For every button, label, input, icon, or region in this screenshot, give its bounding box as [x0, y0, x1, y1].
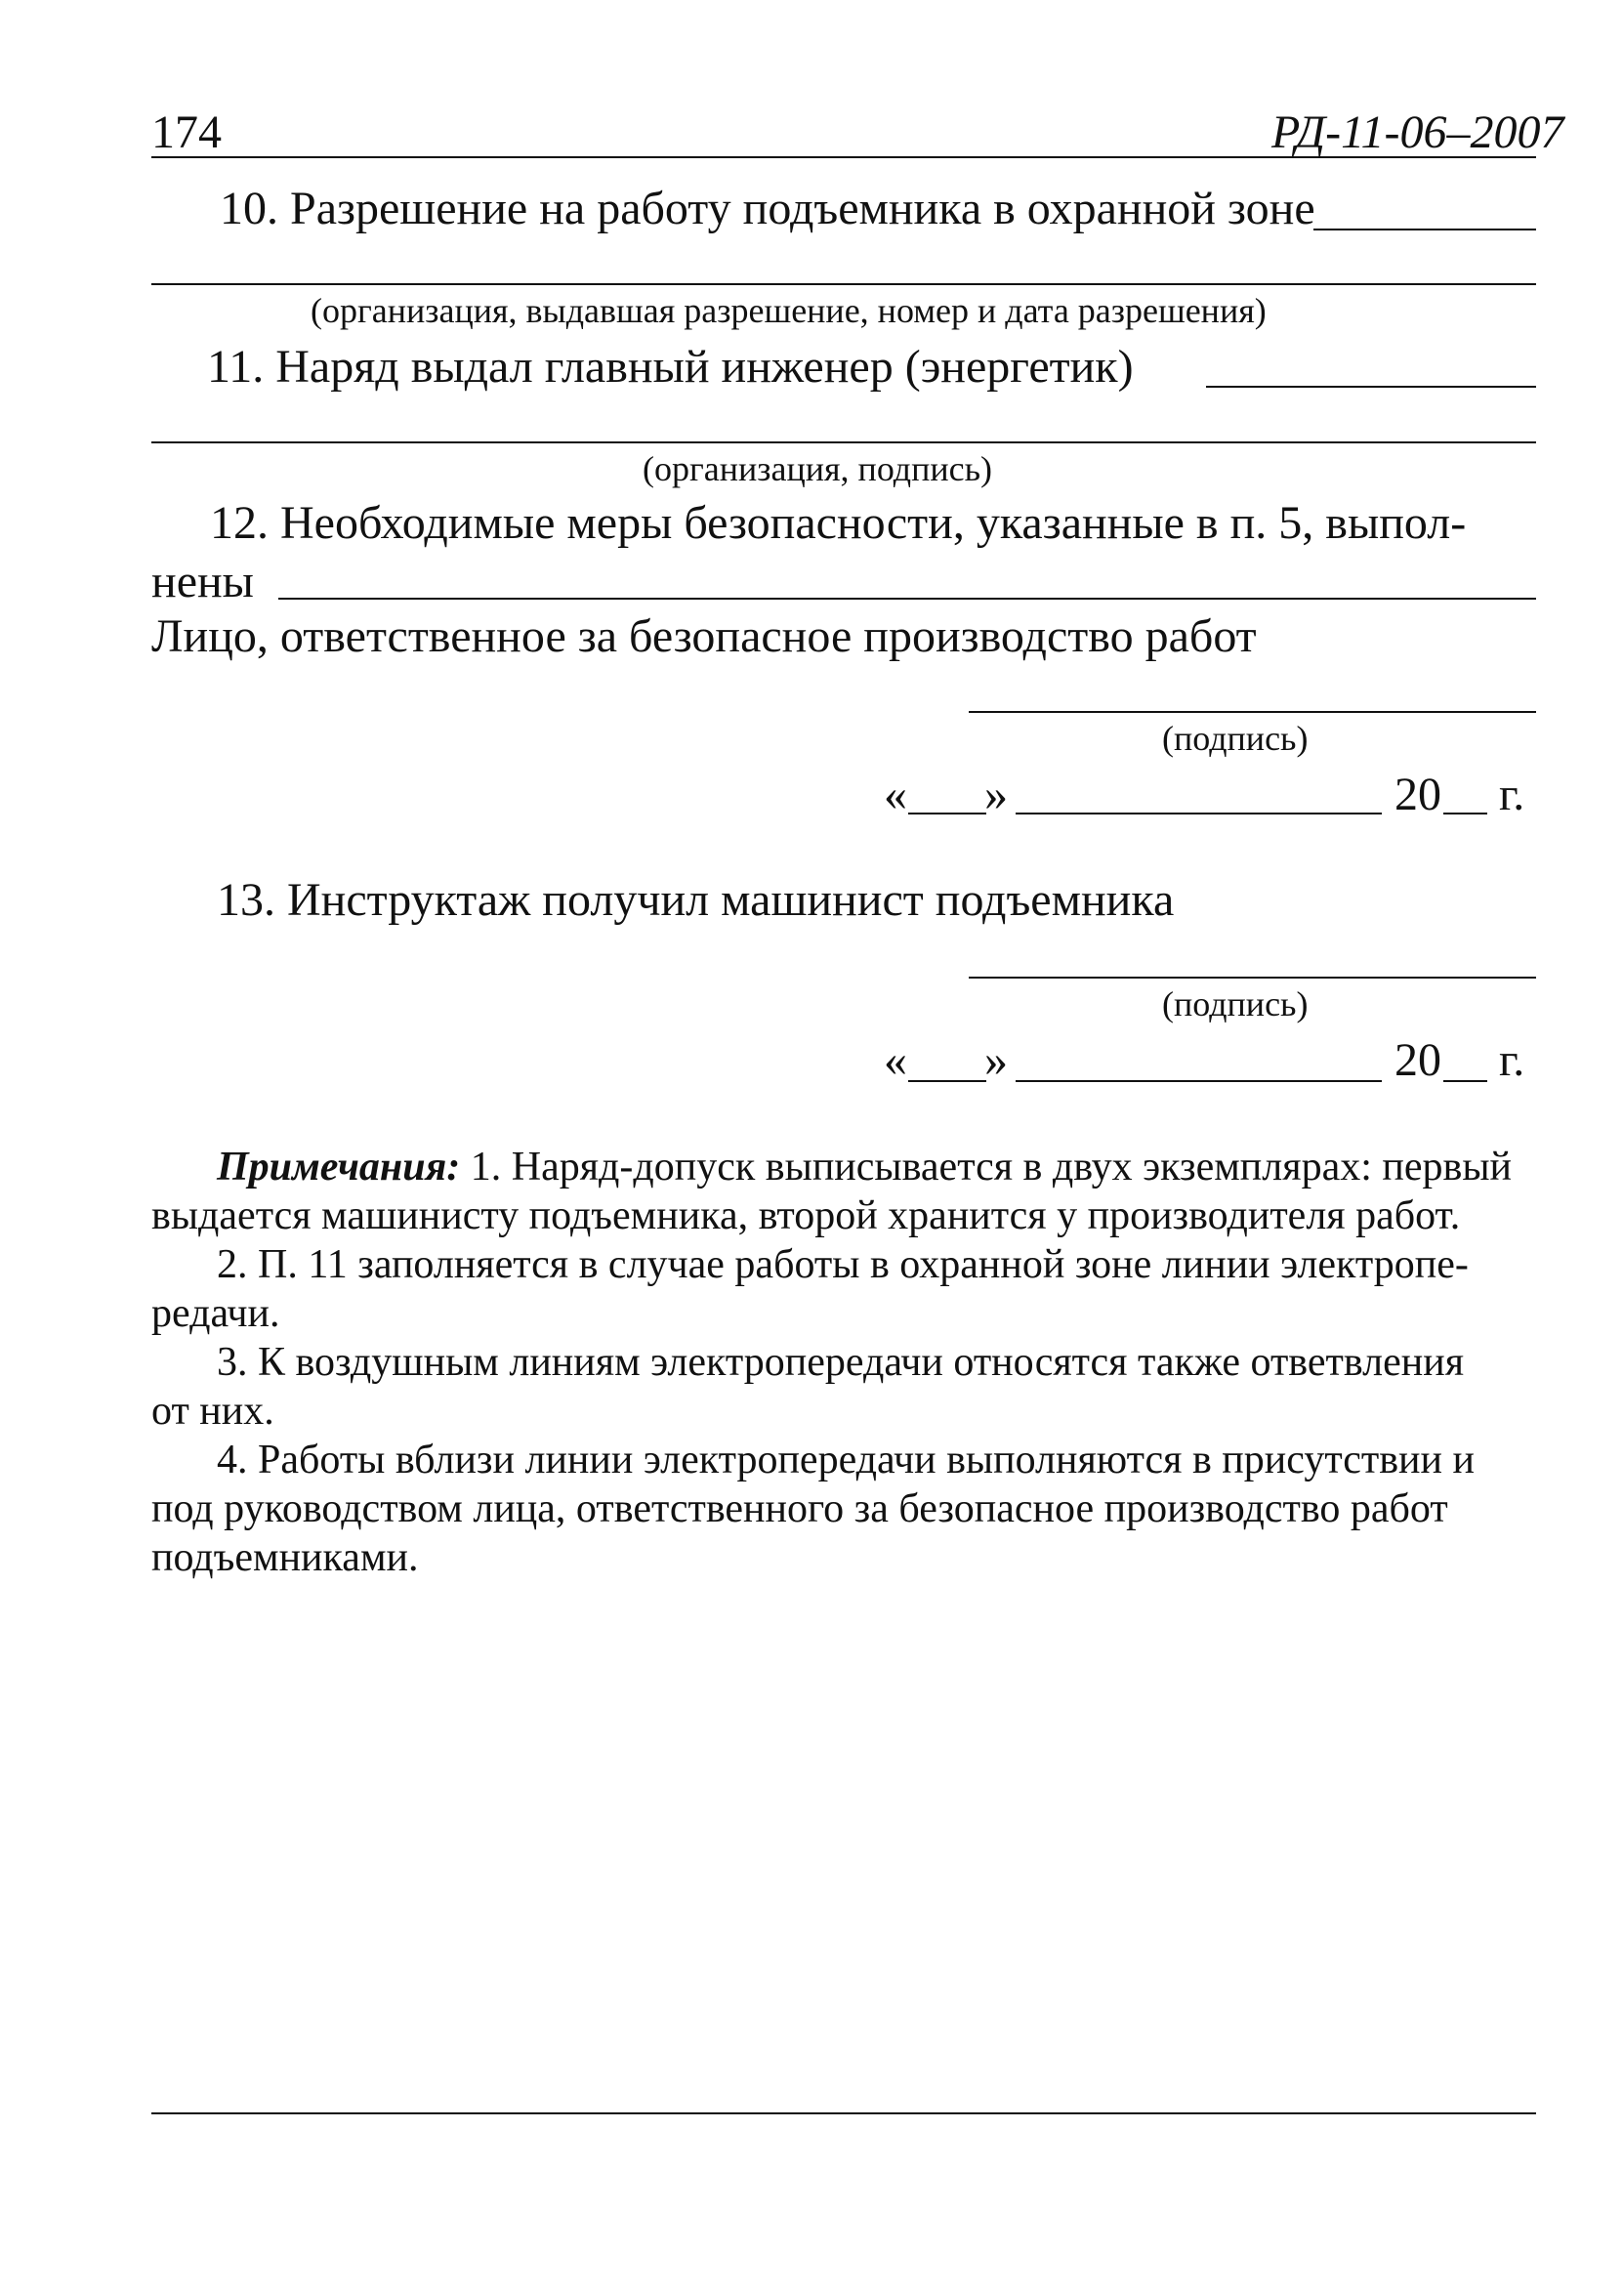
item-11-caption: (организация, подпись): [643, 449, 993, 488]
note-2-line2: редачи.: [151, 1291, 280, 1336]
note-1-line2: выдается машинисту подъемника, второй хранится у производителя работ.: [151, 1193, 1461, 1238]
item-13-text: 13. Инструктаж получил машинист подъемника: [217, 874, 1175, 926]
item-12-signature-caption: (подпись): [1162, 719, 1309, 758]
item-13-day-line: [908, 1080, 986, 1082]
note-2-line1: 2. П. 11 заполняется в случае работы в охранной зоне линии электропе-: [217, 1242, 1469, 1287]
item-12-month-line: [1016, 813, 1382, 814]
item-10-text: 10. Разрешение на работу подъемника в охранной зоне: [220, 183, 1315, 234]
item-12-date-open: «: [884, 769, 907, 820]
item-13-month-line: [1016, 1080, 1382, 1082]
item-12-line1: 12. Необходимые меры безопасности, указанные в п. 5, выпол-: [210, 497, 1467, 549]
item-12-signature-line: [969, 711, 1536, 713]
item-13-signature-caption: (подпись): [1162, 984, 1309, 1023]
item-12-day-line: [908, 813, 986, 814]
note-1-text: 1. Наряд-допуск выписывается в двух экземплярах: первый: [470, 1145, 1513, 1190]
item-13-date-close: »: [984, 1034, 1008, 1086]
item-13-signature-line: [969, 977, 1536, 979]
item-13-year-line: [1443, 1080, 1487, 1082]
note-4-line1: 4. Работы вблизи линии электропередачи выполняются в присутствии и: [217, 1438, 1475, 1482]
note-3-line1: 3. К воздушным линиям электропередачи относятся также ответвления: [217, 1340, 1465, 1385]
item-11-text: 11. Наряд выдал главный инженер (энергетик): [207, 341, 1134, 393]
item-12-year-suffix: г.: [1499, 769, 1525, 820]
item-12-line2: нены: [151, 556, 254, 607]
item-12-year: 20: [1394, 769, 1441, 820]
header-rule: [151, 156, 1536, 158]
item-13-year: 20: [1394, 1034, 1441, 1086]
note-4-line3: подъемниками.: [151, 1535, 419, 1580]
item-10-fill-line: [1313, 229, 1536, 230]
page-number: 174: [151, 106, 222, 158]
item-11-fill-line: [1206, 386, 1536, 388]
item-12-date-close: »: [984, 769, 1008, 820]
document-code: РД-11-06–2007: [1271, 106, 1564, 158]
note-1-line1: [217, 1147, 1512, 1188]
item-13-date-open: «: [884, 1034, 907, 1086]
note-4-line2: под руководством лица, ответственного за безопасное производство работ: [151, 1486, 1448, 1531]
item-10-caption: (организация, выдавшая разрешение, номер и дата разрешения): [311, 291, 1267, 330]
item-12-fill-line: [278, 598, 1536, 600]
footer-rule: [151, 2112, 1536, 2114]
item-11-full-line: [151, 441, 1536, 443]
item-12-year-line: [1443, 813, 1487, 814]
item-12-line3: Лицо, ответственное за безопасное производство работ: [151, 610, 1257, 662]
notes-label: Примечания:: [217, 1145, 461, 1190]
item-10-full-line: [151, 283, 1536, 285]
item-13-year-suffix: г.: [1499, 1034, 1525, 1086]
note-3-line2: от них.: [151, 1389, 274, 1434]
